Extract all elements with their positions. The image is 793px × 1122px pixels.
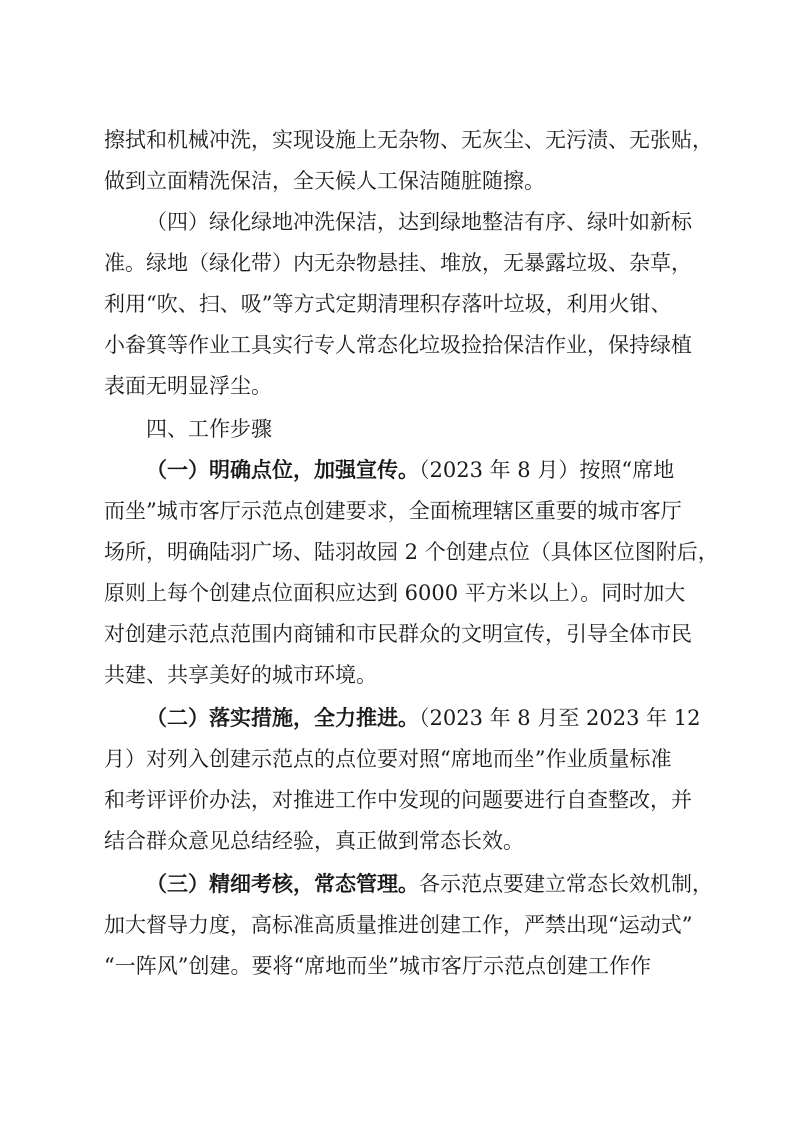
subsection-title: （三）精细考核，常态管理。 [146,871,419,896]
paragraph-line: 加大督导力度，高标准高质量推进创建工作，严禁出现“运动式” [104,913,693,937]
paragraph-line: 和考评评价办法，对推进工作中发现的问题要进行自查整改，并 [104,788,692,812]
paragraph-line: “一阵风”创建。要将“席地而坐”城市客厅示范点创建工作作 [104,954,651,978]
paragraph-line: 做到立面精洗保洁，全天候人工保洁随脏随擦。 [104,169,545,193]
subsection-title: （一）明确点位，加强宣传。 [146,457,419,482]
paragraph-line: 共建、共享美好的城市环境。 [104,663,377,687]
paragraph-line: 表面无明显浮尘。 [104,374,272,398]
paragraph-text: 各示范点要建立常态长效机制， [419,872,713,896]
paragraph-line: （四）绿化绿地冲洗保洁，达到绿地整洁有序、绿叶如新标 [146,210,692,234]
paragraph-line: 结合群众意见总结经验，真正做到常态长效。 [104,829,524,853]
paragraph-line: 利用“吹、扫、吸”等方式定期清理积存落叶垃圾，利用火钳、 [104,292,672,316]
paragraph-line: 原则上每个创建点位面积应达到 6000 平方米以上）。同时加大 [104,581,686,605]
paragraph-text: （2023 年 8 月）按照“席地 [419,458,675,482]
paragraph-line: 小畚箕等作业工具实行专人常态化垃圾捡拾保洁作业，保持绿植 [104,333,692,357]
paragraph-line: 准。绿地（绿化带）内无杂物悬挂、堆放，无暴露垃圾、杂草， [104,251,692,275]
paragraph-line: 擦拭和机械冲洗，实现设施上无杂物、无灰尘、无污渍、无张贴， [104,128,713,152]
paragraph-line: 对创建示范点范围内商铺和市民群众的文明宣传，引导全体市民 [104,622,692,646]
paragraph-line [146,450,706,490]
paragraph-line [146,864,713,904]
subsection-title: （二）落实措施，全力推进。 [146,705,419,730]
paragraph-line: 场所，明确陆羽广场、陆羽故园 2 个创建点位（具体区位图附后， [104,540,719,564]
paragraph-line [146,698,706,738]
paragraph-line: 月）对列入创建示范点的点位要对照“席地而坐”作业质量标准 [104,747,672,771]
section-heading: 四、工作步骤 [146,417,272,441]
paragraph-text: （2023 年 8 月至 2023 年 12 [419,706,701,730]
paragraph-line: 而坐”城市客厅示范点创建要求，全面梳理辖区重要的城市客厅 [104,499,682,523]
